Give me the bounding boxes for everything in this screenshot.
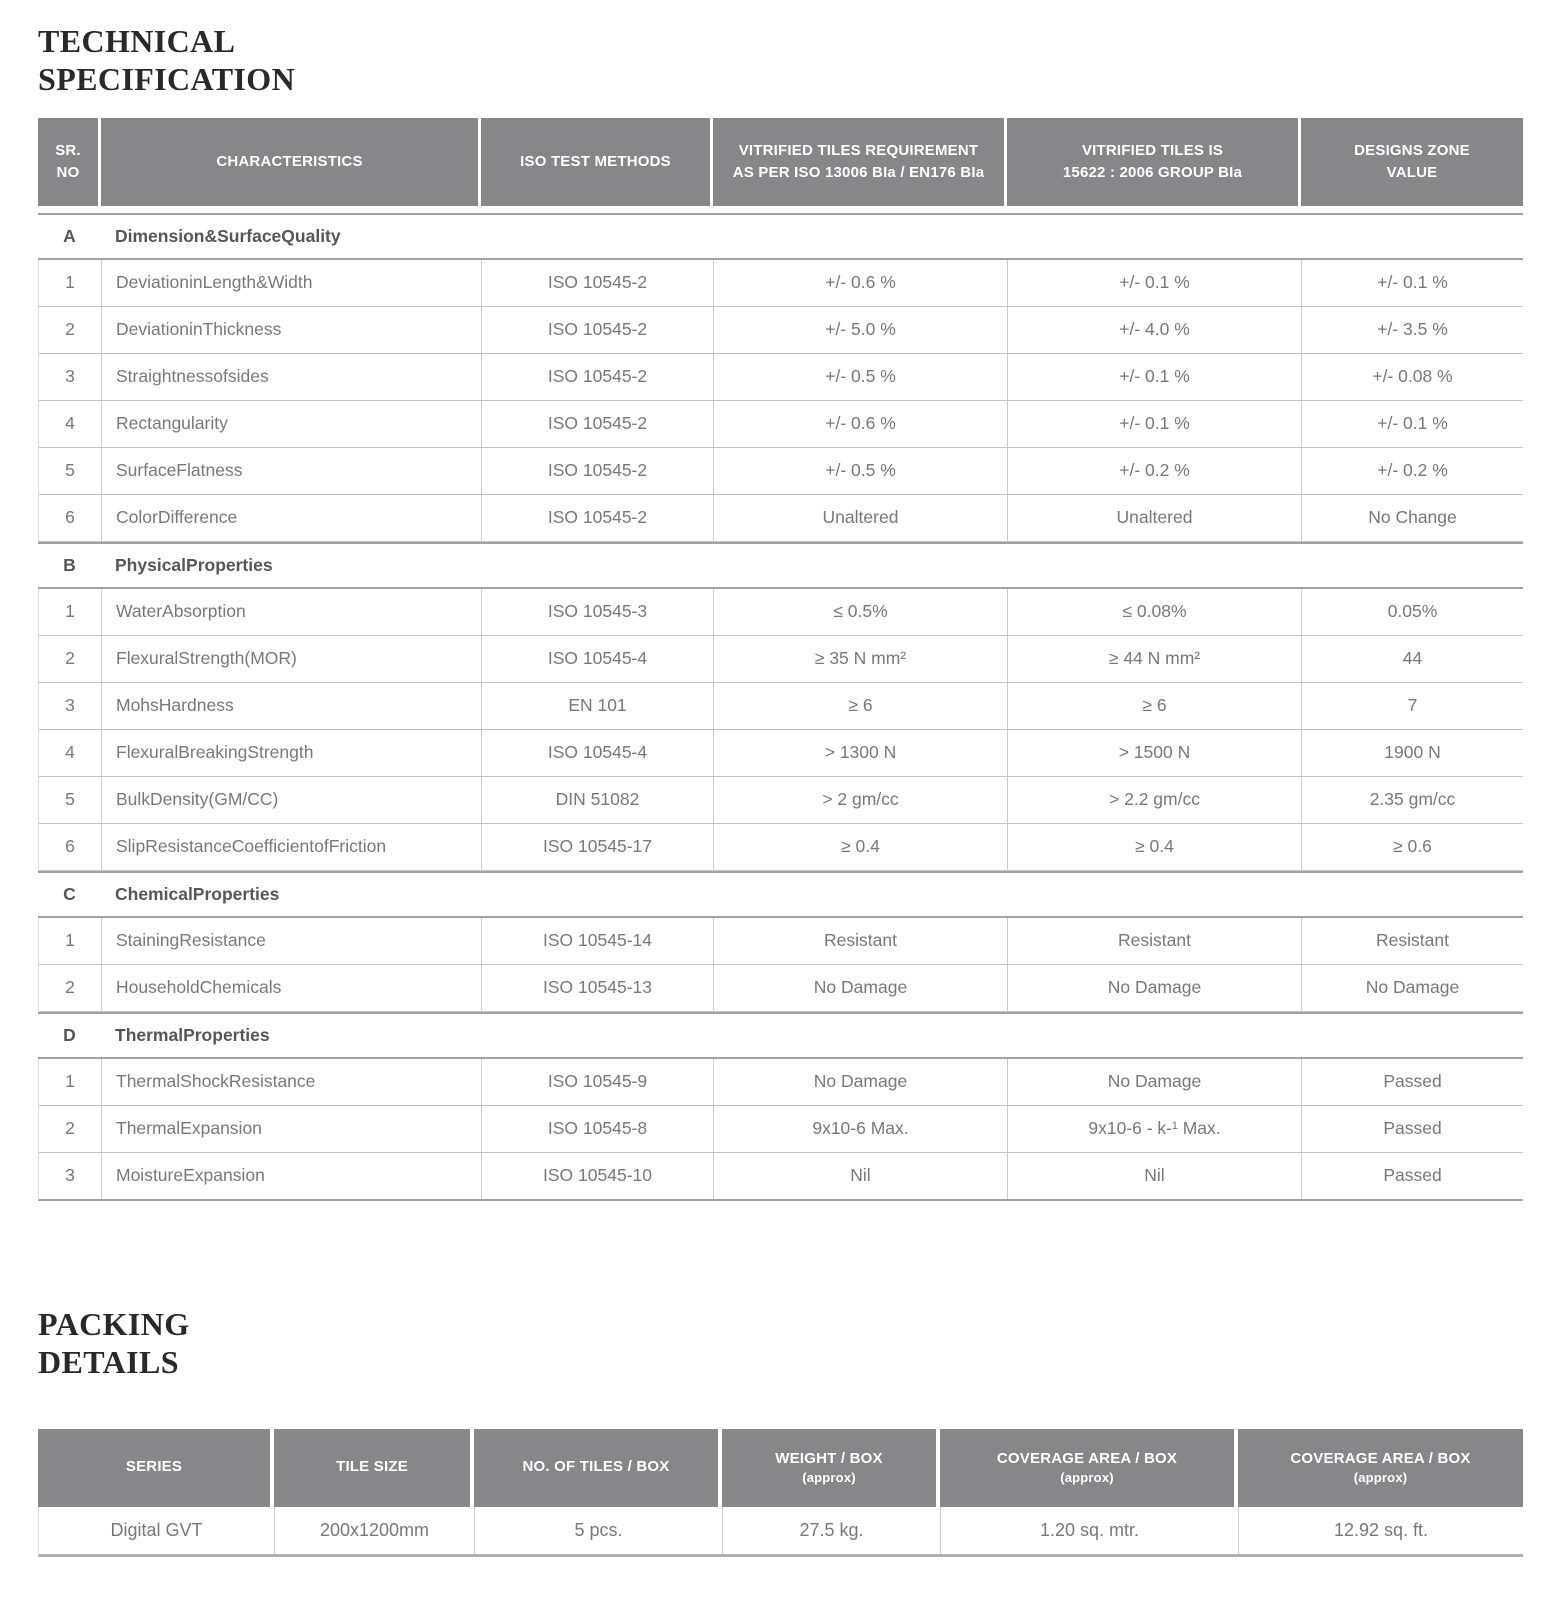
section-title: PhysicalProperties	[115, 554, 273, 575]
spec-data-row	[38, 636, 1523, 683]
coverage-area-ft-cell: 12.92 sq. ft.	[1333, 1519, 1429, 1540]
sr-no-cell: 2	[39, 636, 102, 682]
vitrified-is-group-cell: +/- 4.0 %	[1008, 307, 1302, 353]
characteristic-cell: SlipResistanceCoefficientofFriction	[102, 824, 482, 870]
packing-title-line2: DETAILS	[38, 1344, 179, 1381]
spec-data-row	[38, 1153, 1523, 1201]
designs-zone-value-cell: 0.05%	[1387, 601, 1438, 622]
sr-no-cell: 5	[39, 448, 102, 494]
header-no-of-tiles-box-line1: NO. OF TILES / BOX	[522, 1458, 670, 1476]
vitrified-requirement-cell: > 1300 N	[714, 730, 1008, 776]
characteristic-cell: DeviationinLength&Width	[102, 260, 482, 306]
header-series	[38, 1429, 274, 1507]
header-weight-box	[722, 1429, 940, 1507]
packing-table-header-row	[38, 1429, 1523, 1507]
vitrified-is-group-cell: ≥ 44 N mm²	[1008, 636, 1302, 682]
sr-no-cell: 2	[39, 965, 102, 1011]
sr-no-cell: 6	[39, 495, 102, 541]
vitrified-is-group-cell: +/- 0.1 %	[1008, 354, 1302, 400]
vitrified-is-group-cell: ≤ 0.08%	[1008, 589, 1302, 635]
characteristic-cell: DeviationinThickness	[102, 307, 482, 353]
section-letter: A	[63, 225, 76, 246]
vitrified-is-group-cell: No Damage	[1008, 1059, 1302, 1105]
designs-zone-value-cell: +/- 0.2 %	[1377, 460, 1448, 481]
header-sr-no	[38, 118, 101, 206]
vitrified-requirement-cell: No Damage	[714, 1059, 1008, 1105]
iso-test-method-cell: ISO 10545-10	[482, 1153, 714, 1199]
spec-data-row	[38, 824, 1523, 871]
iso-test-method-cell: ISO 10545-2	[482, 495, 714, 541]
iso-test-method-cell: ISO 10545-2	[482, 307, 714, 353]
spec-data-row	[38, 683, 1523, 730]
vitrified-is-group-cell: Resistant	[1008, 918, 1302, 964]
iso-test-method-cell: ISO 10545-2	[482, 448, 714, 494]
vitrified-requirement-cell: > 2 gm/cc	[714, 777, 1008, 823]
header-weight-box-line1: WEIGHT / BOX	[775, 1449, 883, 1467]
packing-table-row	[38, 1507, 1523, 1557]
vitrified-requirement-cell: +/- 0.5 %	[714, 354, 1008, 400]
characteristic-cell: BulkDensity(GM/CC)	[102, 777, 482, 823]
header-vitrified-requirement	[713, 118, 1007, 206]
vitrified-is-group-cell: +/- 0.1 %	[1008, 401, 1302, 447]
iso-test-method-cell: ISO 10545-13	[482, 965, 714, 1011]
spec-section-row	[38, 542, 1523, 589]
vitrified-requirement-cell: ≥ 0.4	[714, 824, 1008, 870]
header-designs-zone-value	[1301, 118, 1523, 206]
header-no-of-tiles-box	[474, 1429, 722, 1507]
spec-section-row	[38, 871, 1523, 918]
vitrified-is-group-cell: Nil	[1008, 1153, 1302, 1199]
designs-zone-value-cell: Passed	[1383, 1165, 1442, 1186]
sr-no-cell: 1	[39, 589, 102, 635]
designs-zone-value-cell: 2.35 gm/cc	[1369, 789, 1456, 810]
header-weight-box-line2: (approx)	[802, 1469, 856, 1485]
header-coverage-area-mtr-line2: (approx)	[1060, 1469, 1114, 1485]
designs-zone-value-cell: 44	[1402, 648, 1423, 669]
header-sr-no-line2: NO	[56, 163, 80, 181]
packing-details-title	[38, 1305, 1523, 1382]
spec-table-body	[38, 213, 1523, 1201]
sr-no-cell: 3	[39, 683, 102, 729]
spec-data-row	[38, 495, 1523, 542]
header-sr-no-line1: SR.	[55, 142, 81, 160]
spec-data-row	[38, 777, 1523, 824]
technical-title-line1: TECHNICAL	[38, 23, 236, 59]
spec-data-row	[38, 730, 1523, 777]
section-letter: B	[63, 554, 76, 575]
spec-data-row	[38, 918, 1523, 965]
designs-zone-value-cell: No Change	[1368, 507, 1457, 528]
iso-test-method-cell: ISO 10545-14	[482, 918, 714, 964]
iso-test-method-cell: ISO 10545-4	[482, 636, 714, 682]
header-coverage-area-ft-line2: (approx)	[1353, 1469, 1408, 1485]
sr-no-cell: 4	[39, 401, 102, 447]
vitrified-requirement-cell: +/- 5.0 %	[714, 307, 1008, 353]
iso-test-method-cell: ISO 10545-4	[482, 730, 714, 776]
section-title: Dimension&SurfaceQuality	[115, 225, 341, 246]
header-coverage-area-mtr	[940, 1429, 1238, 1507]
sr-no-cell: 4	[39, 730, 102, 776]
header-coverage-area-mtr-line1: COVERAGE AREA / BOX	[996, 1449, 1178, 1467]
spec-data-row	[38, 401, 1523, 448]
iso-test-method-cell: DIN 51082	[482, 777, 714, 823]
spec-data-row	[38, 260, 1523, 307]
vitrified-is-group-cell: Unaltered	[1008, 495, 1302, 541]
designs-zone-value-cell: ≥ 0.6	[1393, 836, 1432, 857]
iso-test-method-cell: ISO 10545-17	[482, 824, 714, 870]
vitrified-requirement-cell: +/- 0.5 %	[714, 448, 1008, 494]
coverage-area-mtr-cell: 1.20 sq. mtr.	[941, 1507, 1239, 1554]
iso-test-method-cell: ISO 10545-2	[482, 354, 714, 400]
vitrified-requirement-cell: ≤ 0.5%	[714, 589, 1008, 635]
characteristic-cell: ColorDifference	[102, 495, 482, 541]
header-vitrified-is-group	[1007, 118, 1301, 206]
sr-no-cell: 3	[39, 354, 102, 400]
designs-zone-value-cell: 1900 N	[1384, 742, 1441, 763]
spec-data-row	[38, 1106, 1523, 1153]
section-letter: D	[63, 1024, 76, 1045]
characteristic-cell: MohsHardness	[102, 683, 482, 729]
vitrified-requirement-cell: +/- 0.6 %	[714, 260, 1008, 306]
spec-data-row	[38, 589, 1523, 636]
sr-no-cell: 2	[39, 307, 102, 353]
iso-test-method-cell: ISO 10545-9	[482, 1059, 714, 1105]
sr-no-cell: 5	[39, 777, 102, 823]
designs-zone-value-cell: +/- 3.5 %	[1377, 319, 1448, 340]
header-vitrified-is-group-line2: 15622 : 2006 GROUP BIa	[1062, 163, 1243, 181]
spec-section-row	[38, 213, 1523, 260]
spec-data-row	[38, 1059, 1523, 1106]
no-of-tiles-cell: 5 pcs.	[475, 1507, 723, 1554]
header-vitrified-requirement-line2: AS PER ISO 13006 BIa / EN176 BIa	[732, 163, 985, 181]
characteristic-cell: FlexuralBreakingStrength	[102, 730, 482, 776]
vitrified-is-group-cell: ≥ 0.4	[1008, 824, 1302, 870]
series-cell: Digital GVT	[39, 1507, 275, 1554]
section-letter: C	[63, 883, 76, 904]
vitrified-is-group-cell: No Damage	[1008, 965, 1302, 1011]
sr-no-cell: 3	[39, 1153, 102, 1199]
vitrified-is-group-cell: > 1500 N	[1008, 730, 1302, 776]
designs-zone-value-cell: No Damage	[1365, 977, 1460, 998]
packing-details-table	[38, 1429, 1523, 1557]
header-characteristics	[101, 118, 481, 206]
header-designs-zone-value-line2: VALUE	[1386, 163, 1438, 181]
sr-no-cell: 1	[39, 918, 102, 964]
section-title: ChemicalProperties	[115, 883, 280, 904]
characteristic-cell: Straightnessofsides	[102, 354, 482, 400]
header-coverage-area-ft	[1238, 1429, 1523, 1507]
designs-zone-value-cell: +/- 0.1 %	[1377, 413, 1448, 434]
sr-no-cell: 1	[39, 260, 102, 306]
vitrified-requirement-cell: Resistant	[714, 918, 1008, 964]
technical-title-line2: SPECIFICATION	[38, 61, 296, 98]
spec-data-row	[38, 448, 1523, 495]
header-vitrified-is-group-line1: VITRIFIED TILES IS	[1081, 142, 1224, 160]
technical-specification-table	[38, 118, 1523, 1201]
header-tile-size-line1: TILE SIZE	[336, 1458, 408, 1476]
vitrified-requirement-cell: Nil	[714, 1153, 1008, 1199]
vitrified-is-group-cell: ≥ 6	[1008, 683, 1302, 729]
spec-data-row	[38, 965, 1523, 1012]
tile-size-cell: 200x1200mm	[275, 1507, 475, 1554]
spec-data-row	[38, 354, 1523, 401]
designs-zone-value-cell: +/- 0.1 %	[1377, 272, 1448, 293]
vitrified-requirement-cell: +/- 0.6 %	[714, 401, 1008, 447]
designs-zone-value-cell: +/- 0.08 %	[1372, 366, 1453, 387]
header-series-line1: SERIES	[125, 1458, 183, 1476]
designs-zone-value-cell: Passed	[1383, 1071, 1442, 1092]
designs-zone-value-cell: Resistant	[1376, 930, 1449, 951]
spec-section-row	[38, 1012, 1523, 1059]
spec-data-row	[38, 307, 1523, 354]
header-tile-size	[274, 1429, 474, 1507]
iso-test-method-cell: ISO 10545-2	[482, 401, 714, 447]
iso-test-method-cell: ISO 10545-2	[482, 260, 714, 306]
characteristic-cell: SurfaceFlatness	[102, 448, 482, 494]
characteristic-cell: ThermalShockResistance	[102, 1059, 482, 1105]
header-designs-zone-value-line1: DESIGNS ZONE	[1354, 142, 1470, 160]
sr-no-cell: 6	[39, 824, 102, 870]
characteristic-cell: StainingResistance	[102, 918, 482, 964]
sr-no-cell: 2	[39, 1106, 102, 1152]
section-title: ThermalProperties	[115, 1024, 270, 1045]
iso-test-method-cell: ISO 10545-8	[482, 1106, 714, 1152]
technical-specification-title	[38, 22, 1523, 99]
sr-no-cell: 1	[39, 1059, 102, 1105]
designs-zone-value-cell: Passed	[1383, 1118, 1442, 1139]
characteristic-cell: ThermalExpansion	[102, 1106, 482, 1152]
iso-test-method-cell: ISO 10545-3	[482, 589, 714, 635]
vitrified-requirement-cell: Unaltered	[714, 495, 1008, 541]
designs-zone-value-cell: 7	[1407, 695, 1418, 716]
vitrified-is-group-cell: > 2.2 gm/cc	[1008, 777, 1302, 823]
vitrified-requirement-cell: ≥ 6	[714, 683, 1008, 729]
vitrified-requirement-cell: ≥ 35 N mm²	[714, 636, 1008, 682]
characteristic-cell: HouseholdChemicals	[102, 965, 482, 1011]
characteristic-cell: MoistureExpansion	[102, 1153, 482, 1199]
weight-box-cell: 27.5 kg.	[723, 1507, 941, 1554]
characteristic-cell: WaterAbsorption	[102, 589, 482, 635]
vitrified-is-group-cell: 9x10-6 - k-¹ Max.	[1008, 1106, 1302, 1152]
vitrified-is-group-cell: +/- 0.1 %	[1008, 260, 1302, 306]
characteristic-cell: FlexuralStrength(MOR)	[102, 636, 482, 682]
header-iso-test-methods-line1: ISO TEST METHODS	[520, 152, 671, 170]
vitrified-is-group-cell: +/- 0.2 %	[1008, 448, 1302, 494]
header-vitrified-requirement-line1: VITRIFIED TILES REQUIREMENT	[738, 142, 979, 160]
vitrified-requirement-cell: 9x10-6 Max.	[714, 1106, 1008, 1152]
header-coverage-area-ft-line1: COVERAGE AREA / BOX	[1290, 1449, 1471, 1467]
spec-table-header-row	[38, 118, 1523, 206]
packing-title-line1: PACKING	[38, 1305, 190, 1342]
header-characteristics-line1: CHARACTERISTICS	[216, 152, 363, 170]
vitrified-requirement-cell: No Damage	[714, 965, 1008, 1011]
characteristic-cell: Rectangularity	[102, 401, 482, 447]
iso-test-method-cell: EN 101	[482, 683, 714, 729]
header-iso-test-methods	[481, 118, 713, 206]
